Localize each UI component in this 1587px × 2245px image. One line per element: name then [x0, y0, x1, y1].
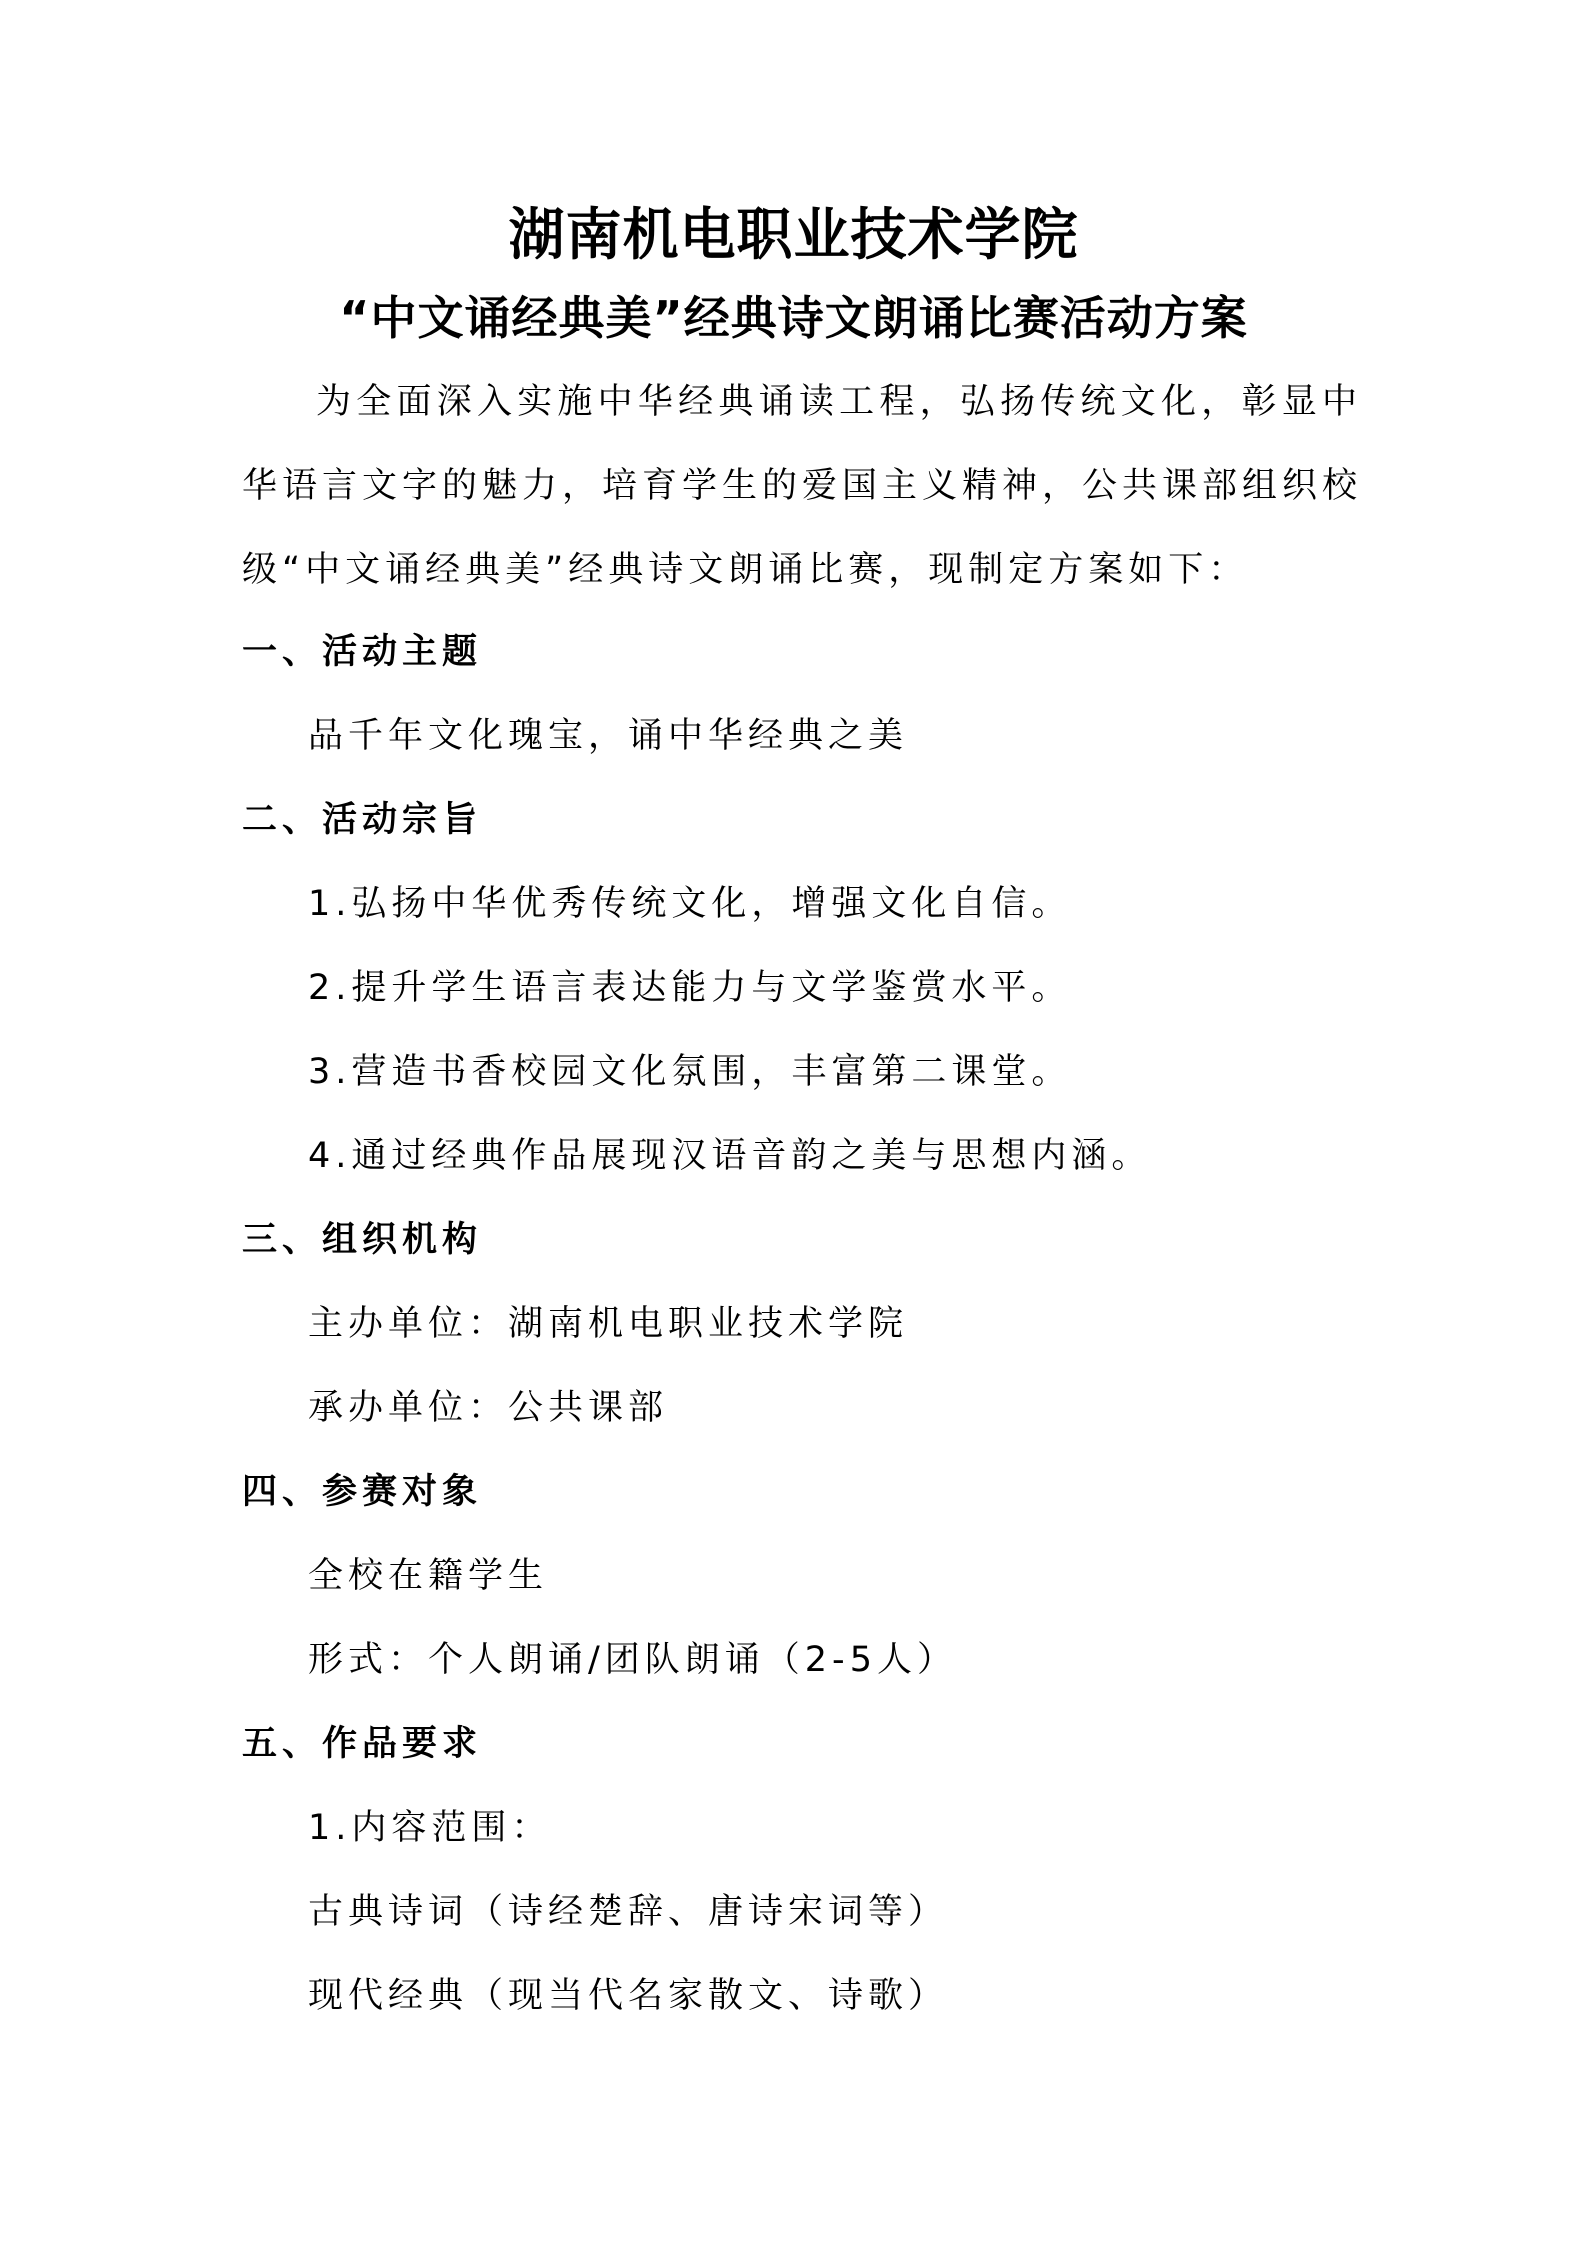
section-item-modern: 现代经典（现当代名家散文、诗歌）	[308, 1976, 949, 2016]
section-item-purpose-1: 1.弘扬中华优秀传统文化，增强文化自信。	[308, 884, 1072, 924]
section-item-purpose-4: 4.通过经典作品展现汉语音韵之美与思想内涵。	[308, 1136, 1152, 1176]
document-subtitle: “中文诵经典美”经典诗文朗诵比赛活动方案	[339, 291, 1248, 345]
section-heading-participants: 四、参赛对象	[242, 1472, 483, 1512]
section-item-classical: 古典诗词（诗经楚辞、唐诗宋词等）	[308, 1892, 949, 1932]
document-title: 湖南机电职业技术学院	[508, 202, 1079, 268]
intro-paragraph: 为全面深入实施中华经典诵读工程，弘扬传统文化，彰显中华语言文字的魅力，培育学生的爱国主义精神，公共课部组织校级“中文诵经典美”经典诗文朗诵比赛，现制定方案如下：	[242, 382, 1363, 590]
section-heading-requirements: 五、作品要求	[242, 1724, 483, 1764]
section-item-participants: 全校在籍学生	[308, 1556, 549, 1596]
section-item-purpose-2: 2.提升学生语言表达能力与文学鉴赏水平。	[308, 968, 1072, 1008]
section-heading-theme: 一、活动主题	[242, 632, 483, 672]
section-item-theme: 品千年文化瑰宝，诵中华经典之美	[308, 716, 909, 756]
section-item-purpose-3: 3.营造书香校园文化氛围，丰富第二课堂。	[308, 1052, 1072, 1092]
section-item-organizer: 承办单位：公共课部	[308, 1388, 669, 1428]
section-heading-organization: 三、组织机构	[242, 1220, 483, 1260]
section-item-host: 主办单位：湖南机电职业技术学院	[308, 1304, 909, 1344]
section-item-content-scope: 1.内容范围：	[308, 1808, 552, 1848]
section-heading-purpose: 二、活动宗旨	[242, 800, 483, 840]
section-item-format: 形式：个人朗诵/团队朗诵（2-5人）	[308, 1640, 957, 1680]
